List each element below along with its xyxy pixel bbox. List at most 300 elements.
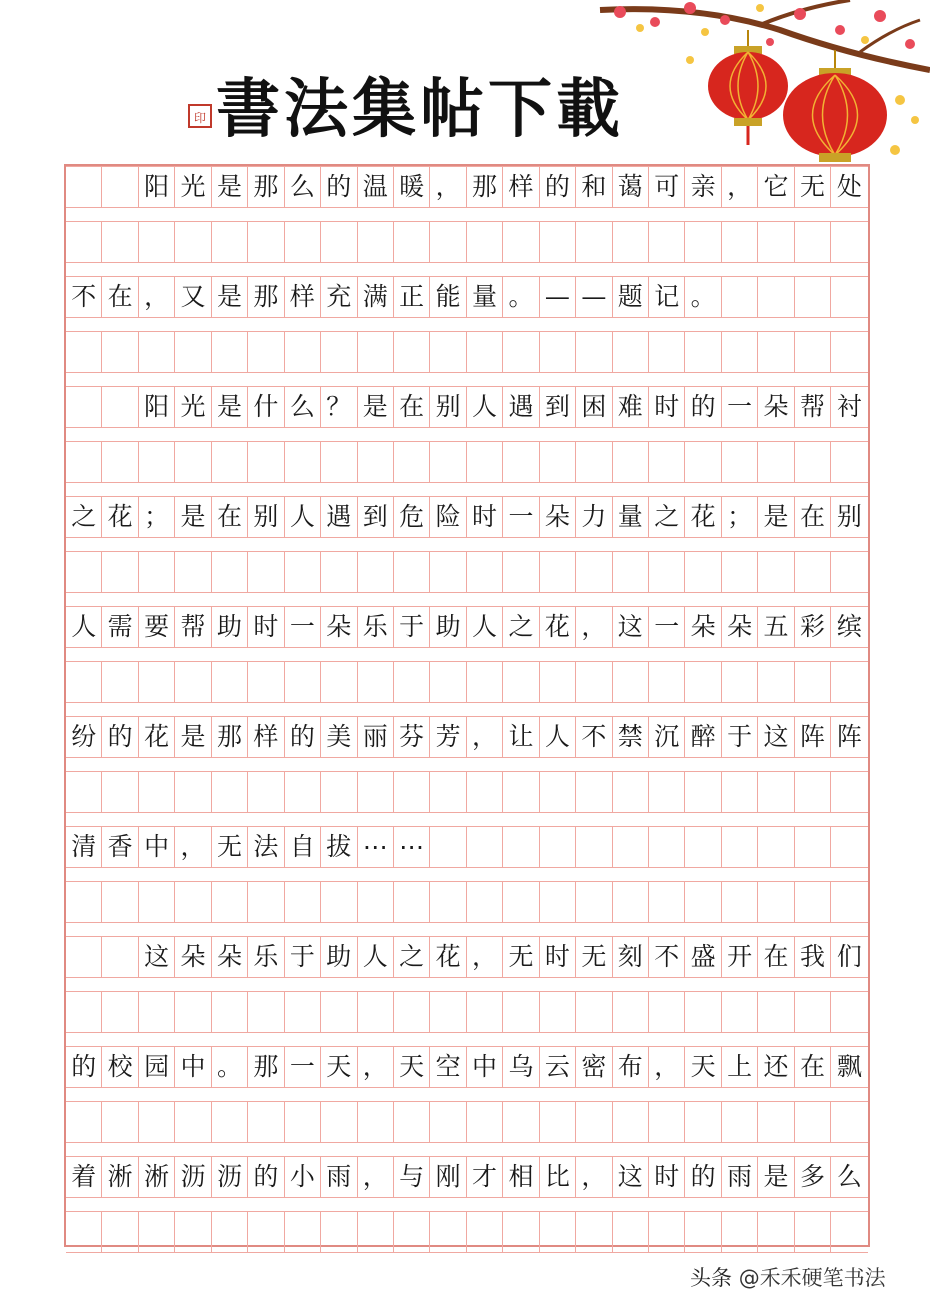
grid-cell: 花 xyxy=(685,496,721,537)
grid-row xyxy=(66,1101,868,1142)
grid-cell xyxy=(795,276,831,317)
grid-cell xyxy=(321,221,357,262)
grid-cell xyxy=(685,881,721,922)
grid-cell xyxy=(467,221,503,262)
grid-cell: 样 xyxy=(503,166,539,207)
grid-cell xyxy=(540,1101,576,1142)
grid-cell xyxy=(212,551,248,592)
grid-cell xyxy=(358,441,394,482)
grid-cell xyxy=(321,1211,357,1252)
grid-cell xyxy=(685,1211,721,1252)
grid-cell xyxy=(430,881,466,922)
grid-line xyxy=(66,1046,868,1047)
grid-cell xyxy=(503,661,539,702)
grid-cell: 朵 xyxy=(540,496,576,537)
grid-cell: 无 xyxy=(795,166,831,207)
grid-cell: 不 xyxy=(66,276,102,317)
grid-cell xyxy=(430,661,466,702)
grid-cell xyxy=(321,881,357,922)
grid-cell: 不 xyxy=(576,716,612,757)
grid-cell xyxy=(66,441,102,482)
grid-cell xyxy=(649,551,685,592)
grid-cell xyxy=(175,771,211,812)
grid-cell xyxy=(467,1101,503,1142)
grid-cell xyxy=(248,881,284,922)
grid-cell: 一 xyxy=(285,1046,321,1087)
grid-cell xyxy=(576,1101,612,1142)
grid-line xyxy=(66,757,868,758)
grid-row xyxy=(66,166,868,207)
grid-cell xyxy=(576,551,612,592)
grid-cell: 在 xyxy=(394,386,430,427)
grid-line xyxy=(66,207,868,208)
grid-cell xyxy=(540,991,576,1032)
grid-line xyxy=(66,262,868,263)
grid-cell xyxy=(285,221,321,262)
grid-cell xyxy=(831,881,867,922)
grid-cell: 是 xyxy=(212,386,248,427)
grid-cell xyxy=(285,331,321,372)
grid-cell: 彩 xyxy=(795,606,831,647)
grid-cell xyxy=(248,441,284,482)
grid-cell xyxy=(685,826,721,867)
grid-cell xyxy=(831,991,867,1032)
grid-row xyxy=(66,276,868,317)
grid-cell xyxy=(175,1101,211,1142)
grid-cell xyxy=(394,881,430,922)
grid-cell xyxy=(358,1101,394,1142)
grid-cell xyxy=(467,551,503,592)
grid-cell xyxy=(430,771,466,812)
grid-cell: 是 xyxy=(175,716,211,757)
grid-cell: 那 xyxy=(248,1046,284,1087)
grid-cell: 的 xyxy=(102,716,138,757)
grid-cell xyxy=(430,826,466,867)
grid-cell: 们 xyxy=(836,942,862,971)
grid-cell xyxy=(685,991,721,1032)
grid-cell: 这 xyxy=(139,936,175,977)
grid-cell xyxy=(358,661,394,702)
grid-cell xyxy=(758,826,794,867)
grid-cell xyxy=(248,331,284,372)
grid-cell: 温 xyxy=(358,166,394,207)
grid-cell xyxy=(139,331,175,372)
grid-line xyxy=(66,1252,868,1253)
grid-cell: 。 xyxy=(685,276,721,317)
grid-cell: 刚 xyxy=(430,1156,466,1197)
grid-cell: 这 xyxy=(613,1156,649,1197)
grid-cell: 校 xyxy=(102,1046,138,1087)
grid-cell xyxy=(649,441,685,482)
grid-cell: 上 xyxy=(722,1046,758,1087)
grid-cell xyxy=(430,991,466,1032)
grid-cell: 相 xyxy=(503,1156,539,1197)
grid-line xyxy=(66,881,868,882)
grid-cell: ， xyxy=(467,716,503,757)
grid-cell: 朵 xyxy=(722,606,758,647)
grid-cell xyxy=(503,771,539,812)
grid-cell: — xyxy=(540,276,576,317)
grid-row xyxy=(66,606,868,647)
grid-line xyxy=(66,991,868,992)
watermark xyxy=(690,1262,886,1292)
grid-row xyxy=(66,881,868,922)
grid-cell xyxy=(831,331,867,372)
grid-line xyxy=(66,441,868,442)
grid-line xyxy=(66,606,868,607)
grid-cell xyxy=(576,1211,612,1252)
grid-cell: ， xyxy=(358,1046,394,1087)
grid-cell xyxy=(66,551,102,592)
grid-cell: 满 xyxy=(358,276,394,317)
grid-cell: 是 xyxy=(758,1156,794,1197)
grid-cell: 人 xyxy=(467,606,503,647)
grid-cell: 是 xyxy=(758,496,794,537)
grid-row xyxy=(66,496,868,537)
grid-cell xyxy=(503,1211,539,1252)
grid-cell xyxy=(758,276,794,317)
grid-cell: 。 xyxy=(212,1046,248,1087)
grid-cell: 光 xyxy=(175,386,211,427)
grid-cell xyxy=(248,991,284,1032)
grid-cell xyxy=(831,551,867,592)
grid-cell: 。 xyxy=(503,276,539,317)
grid-cell: 帮 xyxy=(175,606,211,647)
grid-cell xyxy=(139,881,175,922)
grid-cell: 自 xyxy=(285,826,321,867)
grid-cell: ， xyxy=(576,1156,612,1197)
grid-cell xyxy=(175,221,211,262)
grid-cell xyxy=(795,826,831,867)
grid-cell xyxy=(576,221,612,262)
grid-cell xyxy=(248,1101,284,1142)
grid-cell: 处 xyxy=(836,172,862,201)
grid-cell xyxy=(102,936,138,977)
grid-cell xyxy=(613,221,649,262)
grid-cell xyxy=(248,661,284,702)
grid-cell xyxy=(394,661,430,702)
grid-cell xyxy=(576,826,612,867)
grid-cell xyxy=(613,881,649,922)
grid-cell: 是 xyxy=(358,386,394,427)
grid-cell: 要 xyxy=(139,606,175,647)
grid-line xyxy=(66,331,868,332)
grid-cell: 是 xyxy=(212,166,248,207)
grid-cell: 一 xyxy=(722,386,758,427)
grid-cell: 在 xyxy=(795,1046,831,1087)
grid-cell xyxy=(831,1101,867,1142)
grid-line xyxy=(66,1032,868,1033)
grid-row xyxy=(66,991,868,1032)
grid-cell xyxy=(394,221,430,262)
grid-line xyxy=(66,1142,868,1143)
grid-cell xyxy=(649,826,685,867)
grid-cell: 刻 xyxy=(613,936,649,977)
grid-cell: 醉 xyxy=(685,716,721,757)
grid-cell: 的 xyxy=(248,1156,284,1197)
grid-cell: 记 xyxy=(649,276,685,317)
grid-cell xyxy=(175,551,211,592)
grid-cell: 芬 xyxy=(394,716,430,757)
grid-cell xyxy=(576,881,612,922)
grid-cell xyxy=(722,1101,758,1142)
grid-cell xyxy=(175,331,211,372)
grid-cell xyxy=(795,1101,831,1142)
grid-cell: 天 xyxy=(394,1046,430,1087)
grid-cell xyxy=(540,661,576,702)
grid-cell: 能 xyxy=(430,276,466,317)
grid-line xyxy=(66,372,868,373)
grid-cell xyxy=(467,771,503,812)
grid-cell xyxy=(758,771,794,812)
grid-cell xyxy=(430,331,466,372)
grid-cell xyxy=(795,331,831,372)
grid-cell xyxy=(503,991,539,1032)
grid-cell xyxy=(321,441,357,482)
grid-cell xyxy=(758,1211,794,1252)
grid-cell xyxy=(212,1101,248,1142)
grid-row xyxy=(66,551,868,592)
grid-cell: 与 xyxy=(394,1156,430,1197)
grid-cell xyxy=(831,221,867,262)
grid-cell xyxy=(212,991,248,1032)
grid-cell xyxy=(285,1211,321,1252)
grid-cell xyxy=(394,991,430,1032)
grid-cell xyxy=(358,771,394,812)
grid-row xyxy=(66,1211,868,1252)
grid-cell: 遇 xyxy=(321,496,357,537)
grid-cell: 人 xyxy=(540,716,576,757)
grid-cell xyxy=(467,826,503,867)
grid-cell xyxy=(66,881,102,922)
grid-cell xyxy=(758,331,794,372)
grid-cell: 力 xyxy=(576,496,612,537)
grid-cell xyxy=(540,331,576,372)
grid-cell xyxy=(722,331,758,372)
grid-cell: 人 xyxy=(358,936,394,977)
grid-cell xyxy=(649,661,685,702)
grid-cell xyxy=(649,221,685,262)
grid-cell xyxy=(613,1211,649,1252)
grid-cell: 人 xyxy=(285,496,321,537)
grid-cell: ； xyxy=(139,496,175,537)
grid-cell xyxy=(212,221,248,262)
grid-cell xyxy=(831,661,867,702)
grid-cell xyxy=(430,551,466,592)
grid-cell xyxy=(685,221,721,262)
grid-cell xyxy=(66,331,102,372)
grid-cell xyxy=(722,441,758,482)
platform-label: 头条 xyxy=(690,1266,732,1290)
grid-cell: 在 xyxy=(102,276,138,317)
grid-cell: 充 xyxy=(321,276,357,317)
grid-cell xyxy=(722,221,758,262)
grid-cell: 花 xyxy=(540,606,576,647)
grid-cell: 这 xyxy=(613,606,649,647)
grid-line xyxy=(66,317,868,318)
grid-cell xyxy=(540,551,576,592)
grid-cell xyxy=(467,991,503,1032)
grid-cell xyxy=(102,551,138,592)
grid-cell xyxy=(430,221,466,262)
grid-cell: 可 xyxy=(649,166,685,207)
grid-cell: 量 xyxy=(467,276,503,317)
grid-cell xyxy=(722,661,758,702)
grid-line xyxy=(66,647,868,648)
grid-cell xyxy=(613,991,649,1032)
grid-cell xyxy=(102,166,138,207)
grid-cell: 着 xyxy=(66,1156,102,1197)
grid-row xyxy=(66,331,868,372)
grid-cell xyxy=(139,771,175,812)
grid-cell xyxy=(831,826,867,867)
grid-cell xyxy=(102,1101,138,1142)
grid-cell: 花 xyxy=(139,716,175,757)
grid-cell xyxy=(139,991,175,1032)
grid-line xyxy=(66,496,868,497)
grid-cell: 它 xyxy=(758,166,794,207)
grid-line xyxy=(66,551,868,552)
grid-cell xyxy=(758,551,794,592)
grid-cell: 这 xyxy=(758,716,794,757)
grid-cell xyxy=(613,1101,649,1142)
grid-cell: 之 xyxy=(503,606,539,647)
grid-cell: 暖 xyxy=(394,166,430,207)
grid-line xyxy=(66,771,868,772)
grid-line xyxy=(66,826,868,827)
grid-cell xyxy=(649,991,685,1032)
grid-cell: 朵 xyxy=(758,386,794,427)
grid-cell xyxy=(175,1211,211,1252)
grid-cell: 么 xyxy=(285,386,321,427)
grid-cell xyxy=(175,661,211,702)
grid-cell xyxy=(613,441,649,482)
grid-cell xyxy=(102,991,138,1032)
grid-cell: 危 xyxy=(394,496,430,537)
grid-cell xyxy=(722,991,758,1032)
grid-cell: 到 xyxy=(358,496,394,537)
grid-cell: 淅 xyxy=(139,1156,175,1197)
grid-cell: 题 xyxy=(613,276,649,317)
grid-cell xyxy=(613,551,649,592)
grid-cell xyxy=(685,661,721,702)
grid-cell: ， xyxy=(649,1046,685,1087)
grid-cell: 时 xyxy=(649,386,685,427)
grid-cell: 五 xyxy=(758,606,794,647)
grid-cell xyxy=(758,1101,794,1142)
grid-cell xyxy=(503,441,539,482)
grid-cell: 阵 xyxy=(836,722,862,751)
grid-cell xyxy=(321,551,357,592)
grid-cell: 密 xyxy=(576,1046,612,1087)
grid-cell: 朵 xyxy=(175,936,211,977)
grid-cell: 空 xyxy=(430,1046,466,1087)
grid-cell: 在 xyxy=(795,496,831,537)
grid-cell xyxy=(102,1211,138,1252)
grid-cell: 时 xyxy=(467,496,503,537)
grid-row xyxy=(66,386,868,427)
grid-cell: 中 xyxy=(139,826,175,867)
grid-cell xyxy=(685,441,721,482)
grid-cell xyxy=(102,441,138,482)
grid-cell: 光 xyxy=(175,166,211,207)
grid-cell xyxy=(66,386,102,427)
grid-cell: 沉 xyxy=(649,716,685,757)
grid-cell: 助 xyxy=(212,606,248,647)
grid-line xyxy=(66,812,868,813)
grid-cell: 园 xyxy=(139,1046,175,1087)
page-title: 書法集帖下載 xyxy=(216,72,624,147)
grid-cell xyxy=(66,771,102,812)
grid-cell: ， xyxy=(139,276,175,317)
grid-cell: ； xyxy=(722,496,758,537)
grid-line xyxy=(66,427,868,428)
grid-cell: 让 xyxy=(503,716,539,757)
grid-cell xyxy=(795,1211,831,1252)
grid-cell xyxy=(722,551,758,592)
grid-cell: 雨 xyxy=(321,1156,357,1197)
grid-line xyxy=(66,592,868,593)
grid-cell: 之 xyxy=(649,496,685,537)
grid-cell: 开 xyxy=(722,936,758,977)
grid-cell: 朵 xyxy=(685,606,721,647)
grid-cell xyxy=(248,1211,284,1252)
grid-cell: 拔 xyxy=(321,826,357,867)
grid-cell: 乌 xyxy=(503,1046,539,1087)
grid-cell xyxy=(722,276,758,317)
grid-cell xyxy=(285,441,321,482)
grid-cell xyxy=(212,331,248,372)
grid-cell xyxy=(685,331,721,372)
grid-row xyxy=(66,1046,868,1087)
grid-cell xyxy=(394,441,430,482)
grid-cell: 于 xyxy=(722,716,758,757)
grid-line xyxy=(66,482,868,483)
grid-cell: 小 xyxy=(285,1156,321,1197)
grid-row xyxy=(66,661,868,702)
grid-cell: 花 xyxy=(102,496,138,537)
grid-cell: 芳 xyxy=(430,716,466,757)
grid-cell: 亲 xyxy=(685,166,721,207)
grid-cell xyxy=(576,331,612,372)
account-label: @禾禾硬笔书法 xyxy=(738,1266,886,1290)
grid-cell: 什 xyxy=(248,386,284,427)
grid-cell: ， xyxy=(576,606,612,647)
grid-cell xyxy=(831,1211,867,1252)
grid-cell: 别 xyxy=(836,502,862,531)
grid-cell: 那 xyxy=(248,166,284,207)
grid-cell: 无 xyxy=(212,826,248,867)
grid-cell xyxy=(102,661,138,702)
grid-cell xyxy=(321,771,357,812)
grid-line xyxy=(66,661,868,662)
grid-row xyxy=(66,826,868,867)
grid-cell xyxy=(503,221,539,262)
grid-cell xyxy=(467,331,503,372)
grid-cell: 美 xyxy=(321,716,357,757)
grid-cell xyxy=(722,881,758,922)
grid-cell xyxy=(467,881,503,922)
grid-cell xyxy=(285,551,321,592)
grid-cell xyxy=(358,881,394,922)
grid-cell: — xyxy=(576,276,612,317)
grid-cell: 的 xyxy=(685,386,721,427)
grid-cell: 之 xyxy=(394,936,430,977)
grid-cell xyxy=(66,221,102,262)
grid-cell xyxy=(795,661,831,702)
grid-cell: 别 xyxy=(430,386,466,427)
grid-cell xyxy=(321,991,357,1032)
